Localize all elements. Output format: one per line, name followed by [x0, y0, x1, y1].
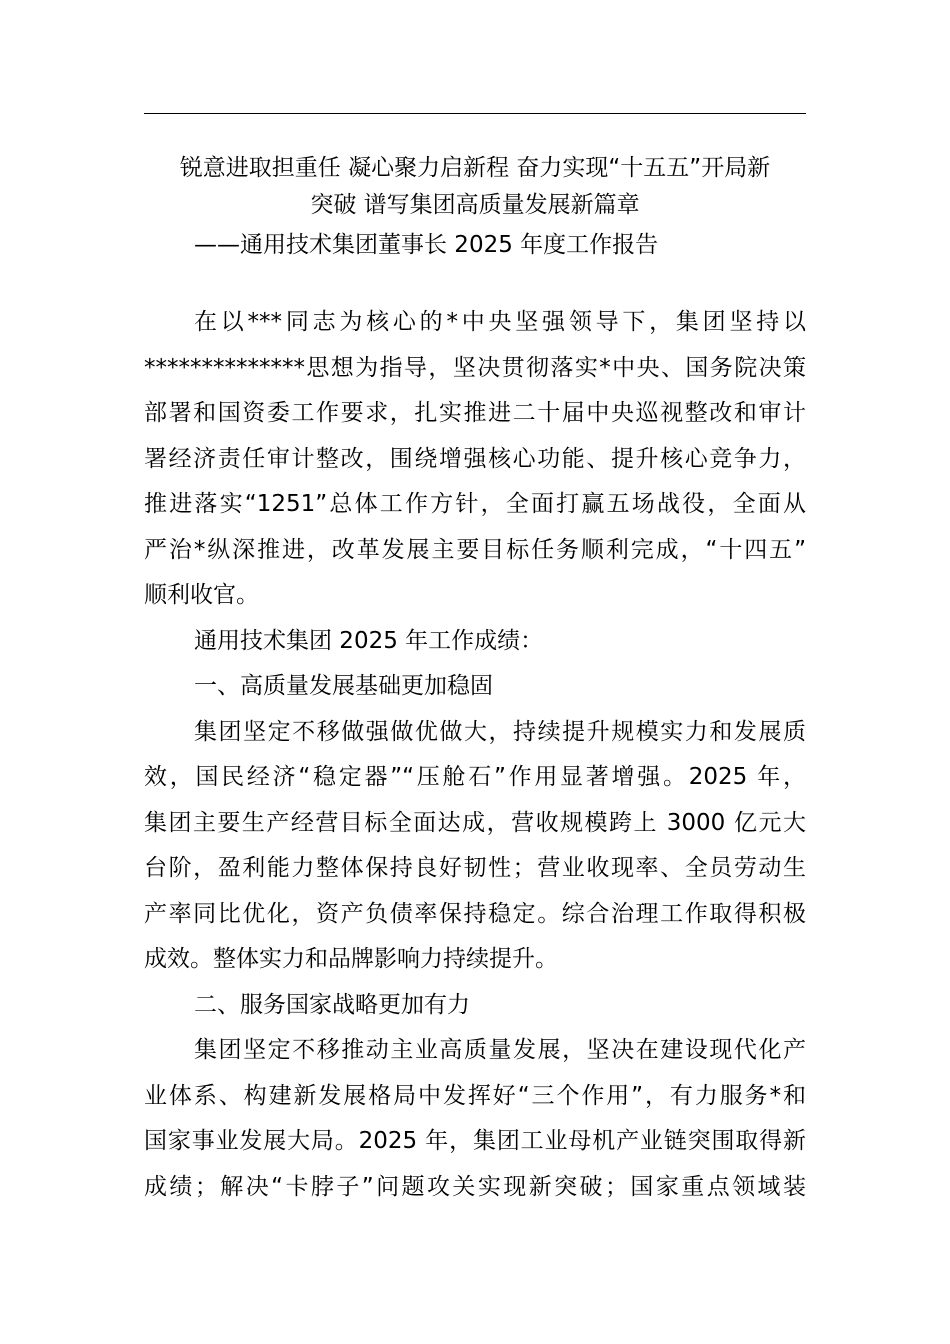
section-heading-2: 二、服务国家战略更加有力: [194, 991, 470, 1018]
paragraph-line: 推进落实“1251”总体工作方针，全面打赢五场战役，全面从: [144, 491, 806, 517]
title-line-1: 锐意进取担重任 凝心聚力启新程 奋力实现“十五五”开局新: [179, 155, 771, 181]
paragraph-line: 成效。整体实力和品牌影响力持续提升。: [144, 946, 558, 972]
paragraph-line: 顺利收官。: [144, 582, 259, 608]
paragraph-line: 集团坚定不移推动主业高质量发展，坚决在建设现代化产: [194, 1037, 806, 1063]
paragraph-line: 效，国民经济“稳定器”“压舱石”作用显著增强。2025 年，: [144, 764, 806, 790]
paragraph-line: **************思想为指导，坚决贯彻落实*中央、国务院决策: [144, 354, 806, 381]
paragraph-line: 台阶，盈利能力整体保持良好韧性；营业收现率、全员劳动生: [144, 855, 806, 881]
paragraph-line: 署经济责任审计整改，围绕增强核心功能、提升核心竞争力，: [144, 445, 806, 472]
paragraph-line: 部署和国资委工作要求，扎实推进二十届中央巡视整改和审计: [144, 400, 806, 426]
intro-paragraph: [144, 300, 806, 619]
paragraph-line: 成绩；解决“卡脖子”问题攻关实现新突破；国家重点领域装: [144, 1173, 806, 1200]
title-block: [144, 150, 806, 266]
subtitle: ——通用技术集团董事长 2025 年度工作报告: [194, 232, 659, 258]
paragraph-line: 业体系、构建新发展格局中发挥好“三个作用”，有力服务*和: [144, 1082, 806, 1109]
title-line-2: 突破 谱写集团高质量发展新篇章: [310, 192, 640, 218]
paragraph-line: 产率同比优化，资产负债率保持稳定。综合治理工作取得积极: [144, 900, 806, 927]
section-1-paragraph: [144, 710, 806, 983]
paragraph-line: 集团主要生产经营目标全面达成，营收规模跨上 3000 亿元大: [144, 809, 806, 836]
paragraph-line: 集团坚定不移做强做优做大，持续提升规模实力和发展质: [194, 718, 806, 745]
document-body: [144, 300, 806, 1210]
paragraph-line: 严治*纵深推进，改革发展主要目标任务顺利完成，“十四五”: [144, 536, 806, 563]
achievements-heading: 通用技术集团 2025 年工作成绩：: [194, 627, 544, 654]
paragraph-line: 在以***同志为核心的*中央坚强领导下，集团坚持以: [194, 309, 806, 335]
header-rule: [144, 113, 806, 114]
paragraph-line: 国家事业发展大局。2025 年，集团工业母机产业链突围取得新: [144, 1128, 806, 1154]
section-heading-1: 一、高质量发展基础更加稳固: [194, 673, 493, 699]
section-2-paragraph: [144, 1028, 806, 1210]
